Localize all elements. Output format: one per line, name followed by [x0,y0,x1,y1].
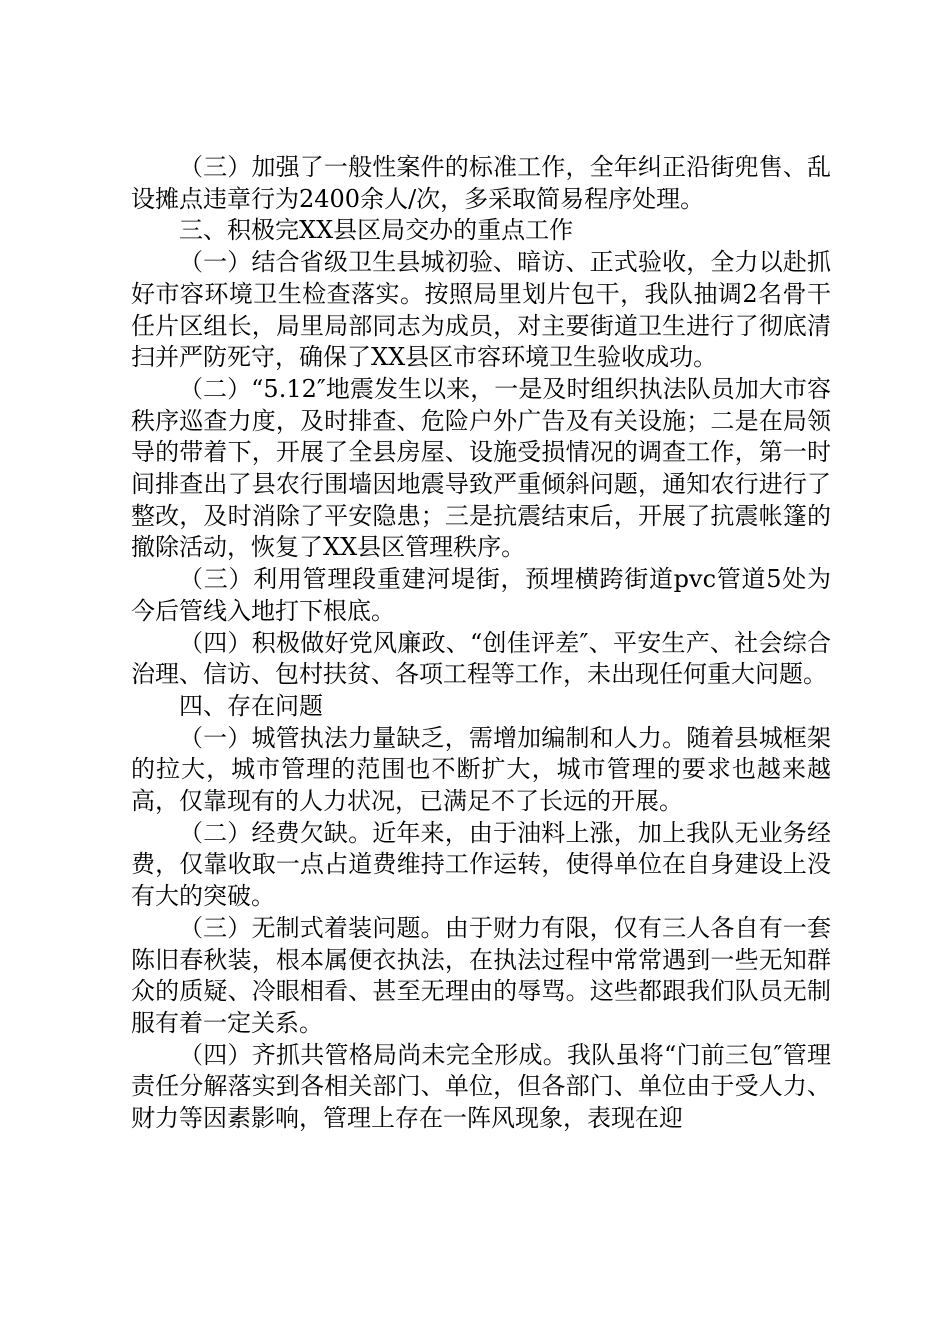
paragraph-4-4: （四）齐抓共管格局尚未完全形成。我队虽将“门前三包″管理责任分解落实到各相关部门、单位，但各部门、单位由于受人力、财力等因素影响，管理上存在一阵风现象，表现在迎 [131,1040,831,1133]
section-heading-4: 四、存在问题 [179,691,323,720]
paragraph-3-2: （一）结合省级卫生县城初验、暗访、正式验收，全力以赴抓好市容环境卫生检查落实。按照局里划片包干，我队抽调2名骨干任片区组长，局里局部同志为成员，对主要街道卫生进行了彻底清扫并严防死守，确保了XX县区市容环境卫生验收成功。 [131,248,831,372]
section-heading-3: 三、积极完XX县区局交办的重点工作 [179,216,574,245]
paragraph-3-5: （四）积极做好党风廉政、“创佳评差″、平安生产、社会综合治理、信访、包村扶贫、各项工程等工作，未出现任何重大问题。 [131,628,831,689]
paragraph-3-1: （三）加强了一般性案件的标准工作，全年纠正沿街兜售、乱设摊点违章行为2400余人/次，多采取简易程序处理。 [131,153,831,213]
paragraph-4-3: （三）无制式着装问题。由于财力有限，仅有三人各自有一套陈旧春秋装，根本属便衣执法，在执法过程中常常遇到一些无知群众的质疑、冷眼相看、甚至无理由的辱骂。这些都跟我们队员无制服有着一定关系。 [131,913,831,1037]
paragraph-3-4: （三）利用管理段重建河堤街，预埋横跨街道pvc管道5处为今后管线入地打下根底。 [131,565,831,625]
paragraph-4-2: （二）经费欠缺。近年来，由于油料上涨，加上我队无业务经费，仅靠收取一点占道费维持工作运转，使得单位在自身建设上没有大的突破。 [131,818,831,911]
paragraph-3-3: （二）“5.12″地震发生以来，一是及时组织执法队员加大市容秩序巡查力度，及时排查、危险户外广告及有关设施；二是在局领导的带着下，开展了全县房屋、设施受损情况的调查工作，第一时间排查出了县农行围墙因地震导致严重倾斜问题，通知农行进行了整改，及时消除了平安隐患；三是抗震结束后，开展了抗震帐篷的撤除活动，恢复了XX县区管理秩序。 [131,374,831,562]
document-body [131,152,831,1135]
paragraph-4-1: （一）城管执法力量缺乏，需增加编制和人力。随着县城框架的拉大，城市管理的范围也不断扩大，城市管理的要求也越来越高，仅靠现有的人力状况，已满足不了长远的开展。 [131,723,831,816]
